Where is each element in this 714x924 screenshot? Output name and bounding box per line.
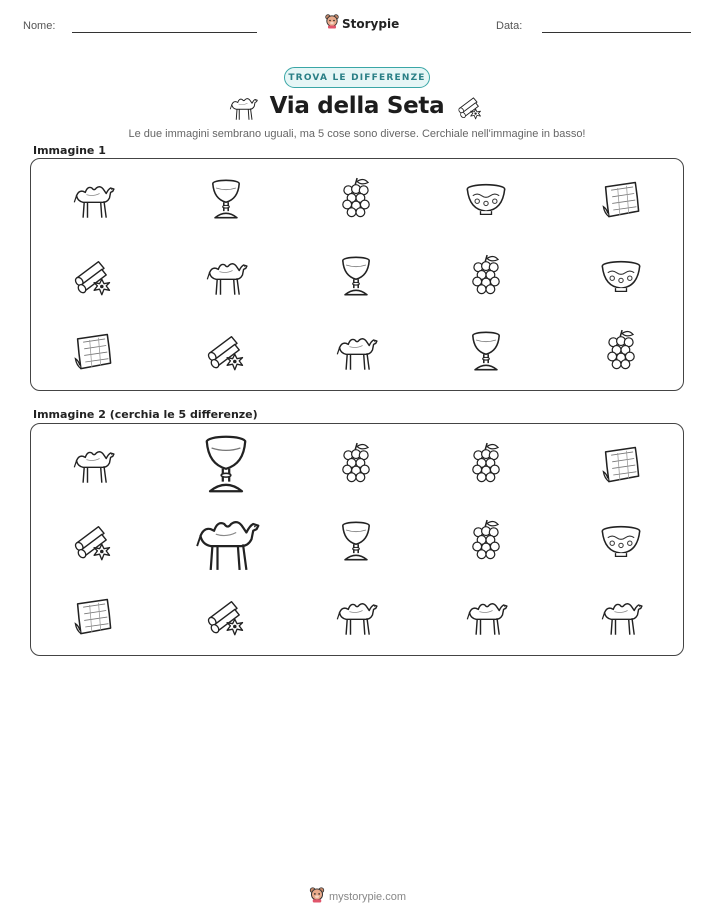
page-title: Via della Seta [269,93,445,119]
bowl-icon[interactable] [599,519,643,563]
image2-panel[interactable] [30,423,684,656]
cinnamon-icon [71,254,115,298]
grapes-icon [334,177,378,221]
instructions: Le due immagini sembrano uguali, ma 5 cose sono diverse. Cerchiale nell'immagine in basso! [128,128,586,140]
goblet-icon [334,254,378,298]
camel-icon [71,177,115,221]
goblet-icon[interactable] [194,432,258,496]
bowl-icon [599,254,643,298]
bear-mascot-icon [325,14,339,33]
title-cinnamon-icon [456,93,484,125]
grapes-icon[interactable] [334,442,378,486]
camel-icon[interactable] [192,507,260,575]
footer-url[interactable]: mystorypie.com [329,891,407,903]
camel-icon[interactable] [334,594,378,638]
silk-cloth-icon[interactable] [71,594,115,638]
silk-cloth-icon[interactable] [599,442,643,486]
bear-mascot-icon [309,887,325,907]
image1-panel [30,158,684,391]
camel-icon[interactable] [464,594,508,638]
goblet-icon [464,329,508,373]
activity-badge: TROVA LE DIFFERENZE [284,67,430,88]
goblet-icon [204,177,248,221]
goblet-icon[interactable] [334,519,378,563]
camel-icon [334,329,378,373]
silk-cloth-icon [599,177,643,221]
grapes-icon[interactable] [464,519,508,563]
silk-cloth-icon [71,329,115,373]
camel-icon[interactable] [599,594,643,638]
grapes-icon [599,329,643,373]
image1-label: Immagine 1 [33,144,106,157]
cinnamon-icon[interactable] [204,594,248,638]
cinnamon-icon [204,329,248,373]
image2-label: Immagine 2 (cerchia le 5 differenze) [33,408,258,421]
name-label: Nome: [23,20,56,32]
grapes-icon[interactable] [464,442,508,486]
camel-icon[interactable] [71,442,115,486]
footer [309,887,406,907]
brand-logo [325,14,399,33]
date-line[interactable] [542,32,691,33]
date-label: Data: [496,20,523,32]
name-line[interactable] [72,32,257,33]
grapes-icon [464,254,508,298]
cinnamon-icon[interactable] [71,519,115,563]
bowl-icon [464,177,508,221]
brand-name: Storypie [342,16,400,31]
camel-icon [204,254,248,298]
